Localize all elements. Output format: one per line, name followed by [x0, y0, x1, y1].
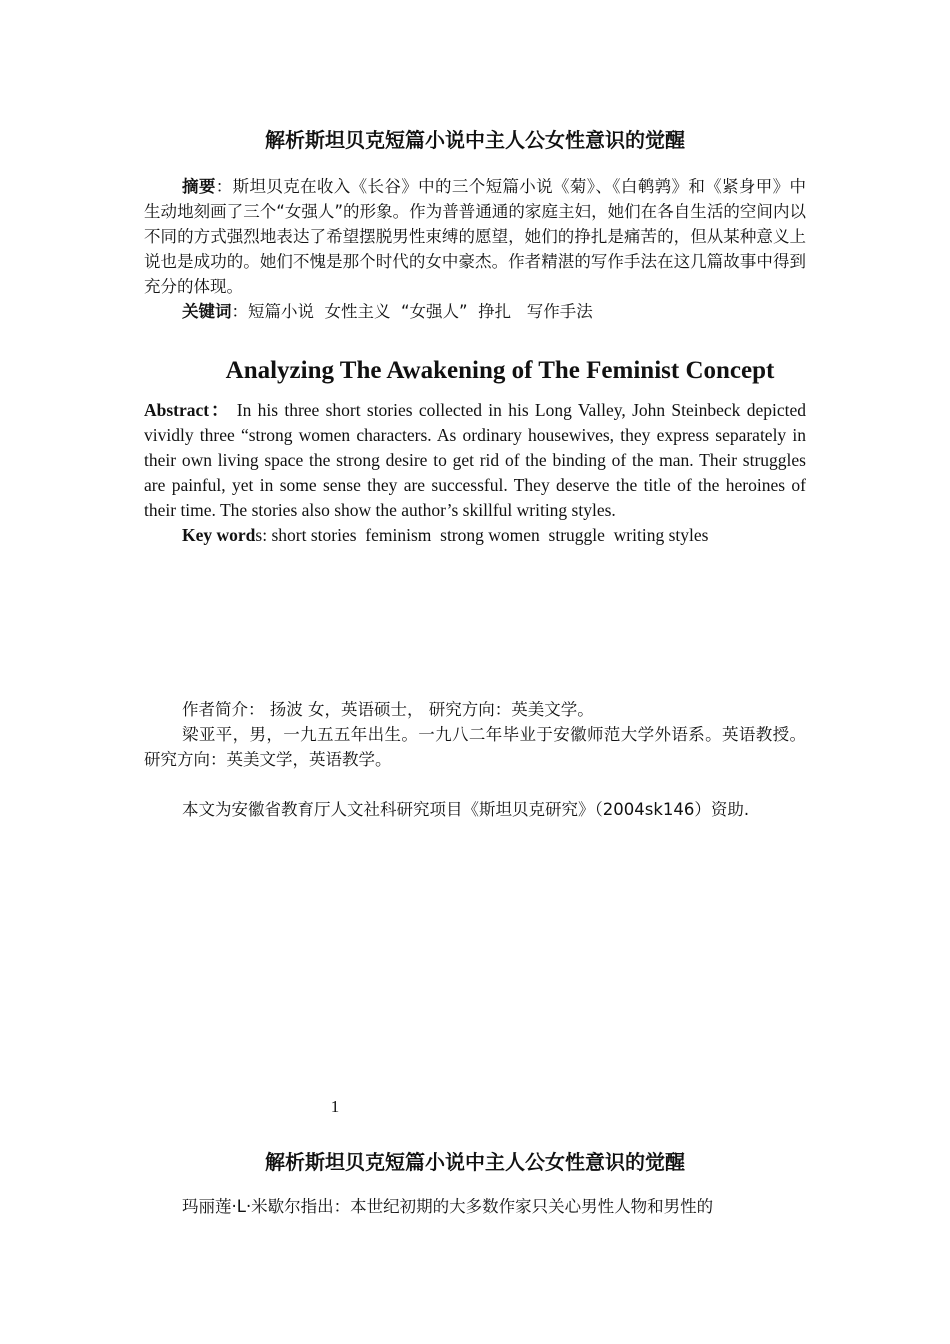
abstract-label-en: Abstract：: [144, 400, 231, 420]
body-block-page2: [144, 1194, 806, 1219]
english-abstract: [144, 398, 806, 523]
keywords-label-suffix-en: s:: [255, 525, 272, 545]
keywords-label-cn: 关键词: [182, 302, 232, 321]
body-first-line: 玛丽莲·L·米歇尔指出：本世纪初期的大多数作家只关心男性人物和男性的: [182, 1197, 714, 1216]
author-info-line1: 作者简介： 扬波 女，英语硕士， 研究方向：英美文学。: [182, 700, 594, 719]
page-number: 1: [330, 1097, 340, 1116]
keywords-text-en: short stories feminism strong women struggle writing styles: [271, 525, 709, 545]
english-title: Analyzing The Awakening of The Feminist Concept: [225, 357, 775, 384]
author-info-block: [144, 697, 806, 772]
funding-note: 本文为安徽省教育厅人文社科研究项目《斯坦贝克研究》（2004sk146）资助.: [182, 800, 750, 819]
author-info-line2: 梁亚平，男，一九五五年出生。一九八二年毕业于安徽师范大学外语系。英语教授。研究方向：英美文学，英语教学。: [144, 725, 806, 769]
english-keywords: [144, 523, 806, 548]
keywords-colon-cn: ：: [231, 302, 248, 321]
chinese-title: 解析斯坦贝克短篇小说中主人公女性意识的觉醒: [265, 128, 685, 152]
abstract-colon-cn: ：: [215, 177, 233, 196]
chinese-abstract: [144, 174, 806, 299]
chinese-keywords: [144, 299, 806, 324]
abstract-text-en: In his three short stories collected in his Long Valley, John Steinbeck depicted vividly three “strong women characters. As ordinary housewives, they express separately in their own living space the strong desire to get rid of the binding of the man. Their struggles are painful, yet in some sense they are successful. They deserve the title of the heroines of their time. The stories also show the author’s skillful writing styles.: [144, 400, 806, 520]
english-abstract-block: [144, 398, 806, 548]
keywords-label-en: Key word: [182, 525, 256, 545]
keywords-text-cn: 短篇小说 女性主义 “女强人” 挣扎 写作手法: [248, 302, 593, 321]
chinese-title-page2: 解析斯坦贝克短篇小说中主人公女性意识的觉醒: [265, 1150, 685, 1174]
abstract-text-cn: 斯坦贝克在收入《长谷》中的三个短篇小说《菊》、《白鹌鹑》和《紧身甲》中生动地刻画了三个“女强人”的形象。作为普普通通的家庭主妇，她们在各自生活的空间内以不同的方式强烈地表达了希望摆脱男性束缚的愿望，她们的挣扎是痛苦的，但从某种意义上说也是成功的。她们不愧是那个时代的女中豪杰。作者精湛的写作手法在这几篇故事中得到充分的体现。: [144, 177, 807, 296]
chinese-abstract-block: [144, 174, 806, 324]
funding-block: [144, 797, 806, 822]
abstract-label-cn: 摘要: [182, 177, 216, 196]
